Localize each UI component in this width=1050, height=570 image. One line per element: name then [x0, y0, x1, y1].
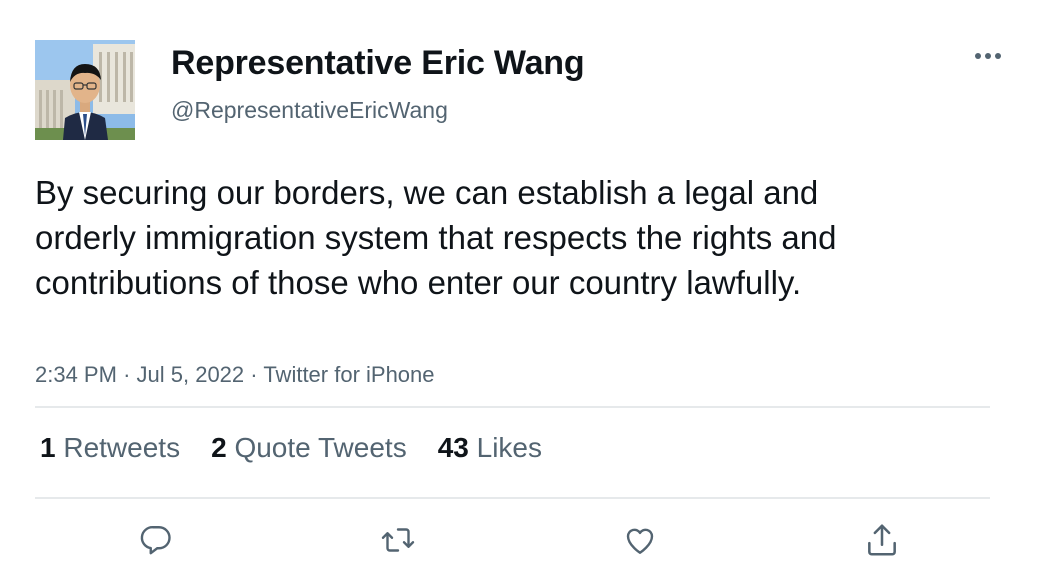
retweet-button[interactable] [378, 520, 418, 560]
share-button[interactable] [862, 520, 902, 560]
likes-count: 43 [437, 432, 469, 463]
tweet-time[interactable]: 2:34 PM [35, 362, 117, 387]
divider [35, 406, 990, 408]
avatar[interactable] [35, 40, 135, 140]
author-handle[interactable]: @RepresentativeEricWang [171, 97, 448, 123]
profile-photo-icon [35, 40, 135, 140]
quote-tweets-count: 2 [211, 432, 227, 463]
share-icon [863, 521, 901, 559]
retweets-stat[interactable] [40, 432, 180, 464]
reply-icon [138, 522, 174, 558]
divider [35, 497, 990, 499]
retweets-count: 1 [40, 432, 56, 463]
reply-button[interactable] [136, 520, 176, 560]
more-icon [974, 52, 1002, 60]
tweet-text: By securing our borders, we can establish a legal and orderly immigration system that respects the rights and contributions of those who enter our country lawfully. [35, 174, 837, 301]
action-bar [0, 520, 1050, 560]
retweets-label: Retweets [63, 432, 181, 463]
like-icon [622, 522, 658, 558]
retweet-icon [379, 522, 417, 558]
quote-tweets-stat[interactable] [211, 432, 407, 464]
likes-label: Likes [476, 432, 543, 463]
quote-tweets-label: Quote Tweets [234, 432, 407, 463]
tweet-date[interactable]: Jul 5, 2022 [136, 362, 245, 387]
more-button[interactable] [970, 44, 1006, 68]
meta-separator: · [250, 362, 258, 387]
likes-stat[interactable] [438, 432, 542, 464]
like-button[interactable] [620, 520, 660, 560]
meta-separator: · [123, 362, 131, 387]
tweet-source[interactable]: Twitter for iPhone [263, 362, 435, 387]
engagement-stats [40, 432, 573, 464]
author-display-name[interactable]: Representative Eric Wang [171, 44, 585, 82]
tweet-meta [35, 362, 435, 388]
